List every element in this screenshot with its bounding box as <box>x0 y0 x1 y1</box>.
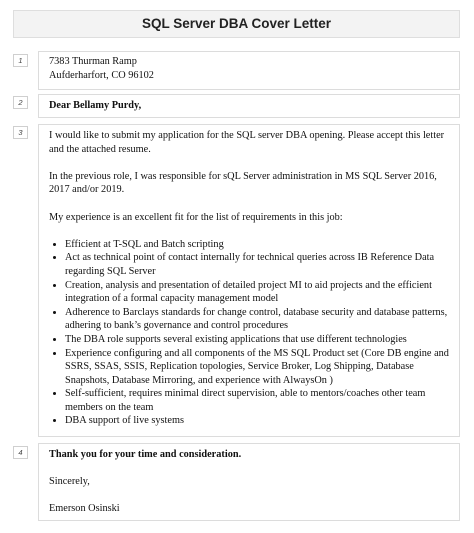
body-paragraph-3: My experience is an excellent fit for the list of requirements in this job: <box>49 211 343 223</box>
address-block <box>49 55 454 82</box>
address-line-2: Aufderharfort, CO 96102 <box>49 69 154 81</box>
body-paragraph-2: In the previous role, I was responsible for sQL Server administration in MS SQL Server 2016, 2017 and/or 2019. <box>49 170 437 196</box>
list-item: • The DBA role supports several existing applications that use different technologies <box>65 333 454 347</box>
list-item: • Self-sufficient, requires minimal direct supervision, able to mentors/coaches other team members on the team <box>65 387 454 414</box>
section-number-3: 3 <box>13 126 28 139</box>
thanks-line: Thank you for your time and consideration. <box>49 449 242 460</box>
list-item: • Act as technical point of contact internally for technical queries across IB Reference Data regarding SQL Server <box>65 251 454 278</box>
list-item: • DBA support of live systems <box>65 414 454 428</box>
closing-block <box>49 448 454 516</box>
section-number-1: 1 <box>13 54 28 67</box>
section-number-2: 2 <box>13 96 28 109</box>
list-item: • Experience configuring and all components of the MS SQL Product set (Core DB engine and SSRS, SSAS, SSIS, Replication topologies, Service Broker, Log Shipping, Database Snapshots, Database Mirroring, and experience with AlwaysOn ) <box>65 347 454 388</box>
body-paragraph-1: I would like to submit my application for the SQL server DBA opening. Please accept this letter and the attached resume. <box>49 130 445 155</box>
list-item: • Creation, analysis and presentation of detailed project MI to aid projects and the efficient integration of a formal capacity management model <box>65 279 454 306</box>
closing-line: Sincerely, <box>49 476 90 488</box>
salutation: Dear Bellamy Purdy, <box>49 100 142 111</box>
list-item: • Efficient at T-SQL and Batch scripting <box>65 238 454 252</box>
section-number-4: 4 <box>13 446 28 459</box>
address-line-1: 7383 Thurman Ramp <box>49 56 137 67</box>
list-item: • Adherence to Barclays standards for change control, database security and database patterns, adhering to bank’s governance and control procedures <box>65 306 454 333</box>
requirements-list <box>49 238 454 428</box>
page-title: SQL Server DBA Cover Letter <box>13 10 460 38</box>
letter-body <box>49 129 454 428</box>
signature-name: Emerson Osinski <box>49 503 120 515</box>
